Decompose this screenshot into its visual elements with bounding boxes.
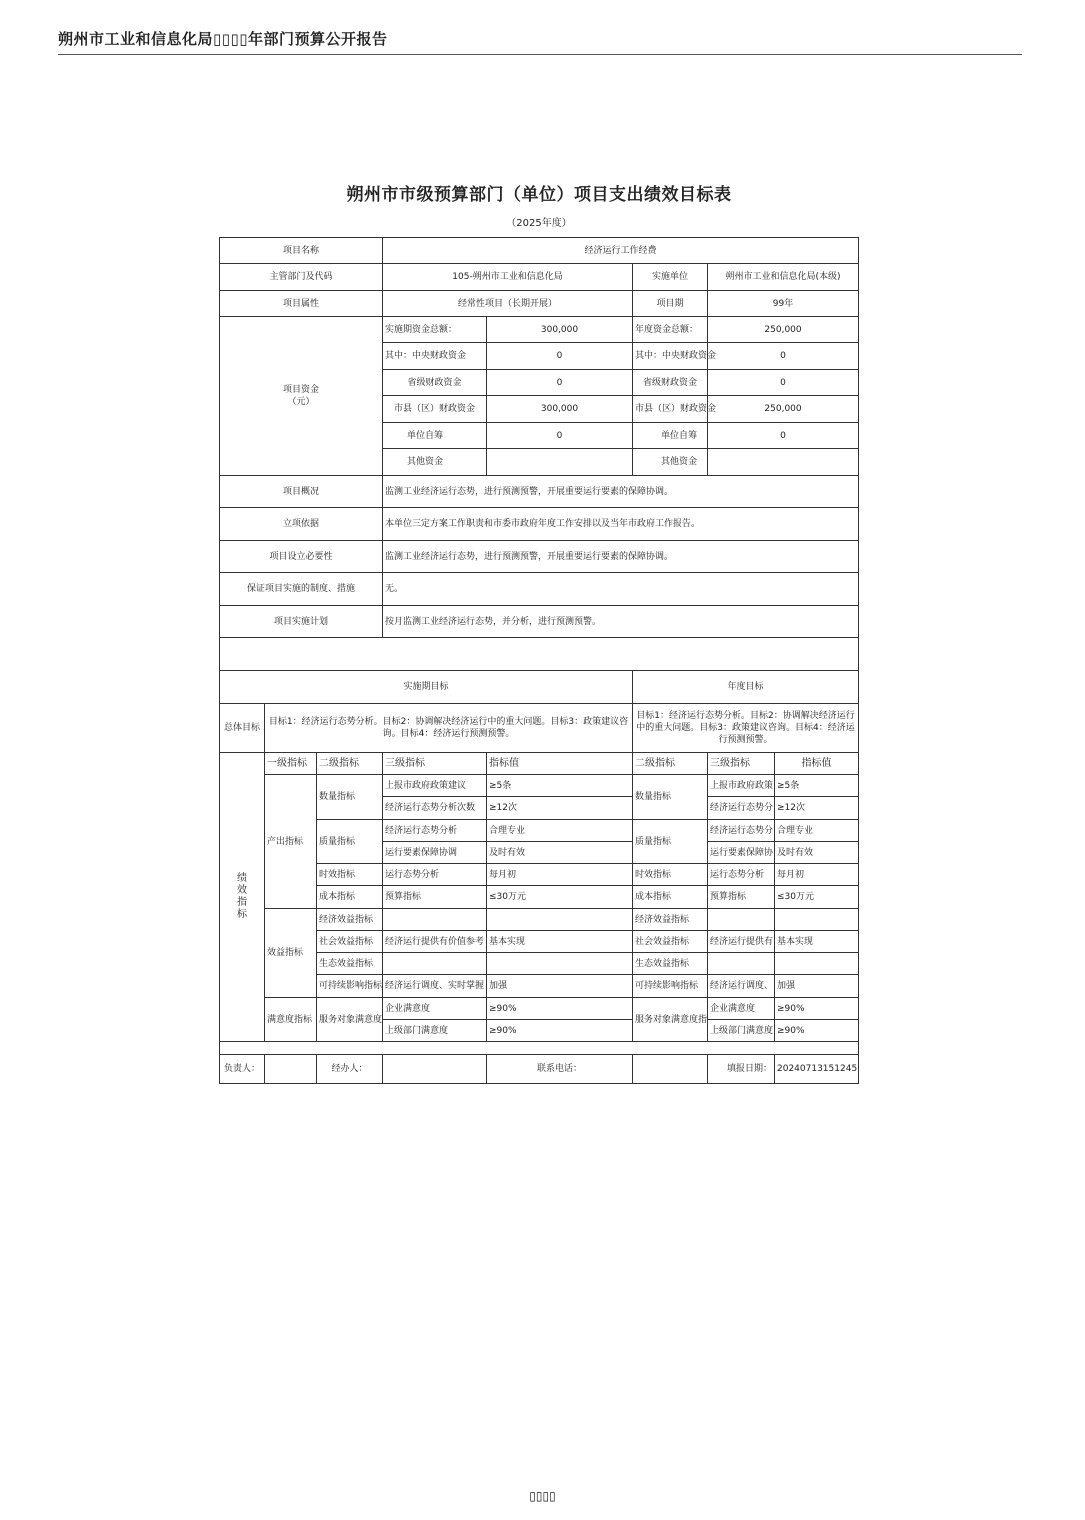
table-cell — [708, 909, 775, 931]
table-cell — [487, 909, 633, 931]
table-cell: ≥90% — [775, 1020, 859, 1042]
responsible-value — [265, 1055, 317, 1084]
table-cell: 经济运行态势分 — [708, 797, 775, 820]
plan-label: 项目实施计划 — [220, 606, 383, 638]
output-indicators-label: 产出指标 — [265, 775, 317, 909]
funds-province-label: 省级财政资金 — [383, 370, 487, 396]
project-name-label: 项目名称 — [220, 238, 383, 264]
table-cell — [487, 953, 633, 975]
spacer-row — [220, 1042, 859, 1055]
page-header-title: 朔州市工业和信息化局▯▯▯▯年部门预算公开报告 — [58, 30, 388, 48]
funds-other-value — [487, 449, 633, 476]
table-cell: 基本实现 — [487, 931, 633, 953]
funds-annual-other-label: 其他资金 — [633, 449, 708, 476]
table-cell: 预算指标 — [708, 886, 775, 909]
col-annual-l3-header: 三级指标 — [708, 753, 775, 775]
impl-goal-header: 实施期目标 — [220, 671, 633, 704]
funds-total-value: 300,000 — [487, 317, 633, 343]
annual-quantity-label: 数量指标 — [633, 775, 708, 820]
funds-self-value: 0 — [487, 423, 633, 449]
table-cell: ≥12次 — [775, 797, 859, 820]
basis-label: 立项依据 — [220, 508, 383, 541]
project-period-value: 99年 — [708, 291, 859, 317]
col-value-header: 指标值 — [487, 753, 633, 775]
annual-sustain-label: 可持续影响指标 — [633, 975, 708, 998]
social-benefit-label: 社会效益指标 — [317, 931, 383, 953]
date-label: 填报日期： — [708, 1055, 775, 1084]
table-cell: 合理专业 — [487, 820, 633, 842]
table-cell — [775, 953, 859, 975]
table-cell: ≤30万元 — [487, 886, 633, 909]
benefit-indicators-label: 效益指标 — [265, 909, 317, 998]
funds-self-label: 单位自筹 — [383, 423, 487, 449]
table-cell: 预算指标 — [383, 886, 487, 909]
table-cell: 经济运行调度、 — [708, 975, 775, 998]
table-cell: 基本实现 — [775, 931, 859, 953]
col-annual-l2-header: 二级指标 — [633, 753, 708, 775]
table-cell: 企业满意度 — [383, 998, 487, 1020]
document-title: 朔州市市级预算部门（单位）项目支出绩效目标表 — [346, 185, 732, 205]
eco-benefit-label: 生态效益指标 — [317, 953, 383, 975]
overview-value: 监测工业经济运行态势，进行预测预警，开展重要运行要素的保障协调。 — [383, 476, 859, 508]
measures-value: 无。 — [383, 573, 859, 606]
impl-goal-text: 目标1：经济运行态势分析。目标2：协调解决经济运行中的重大问题。目标3：政策建议咨询。目标4：经济运行预测预警。 — [265, 704, 633, 753]
table-cell: 每月初 — [487, 864, 633, 886]
table-cell — [708, 953, 775, 975]
project-attr-label: 项目属性 — [220, 291, 383, 317]
table-cell: 运行态势分析 — [708, 864, 775, 886]
annual-quality-label: 质量指标 — [633, 820, 708, 864]
table-cell: 经济运行态势分 — [708, 820, 775, 842]
operator-label: 经办人： — [317, 1055, 383, 1084]
funds-other-label: 其他资金 — [383, 449, 487, 476]
measures-label: 保证项目实施的制度、措施 — [220, 573, 383, 606]
funds-annual-province-label: 省级财政资金 — [633, 370, 708, 396]
table-cell: 上级部门满意度 — [383, 1020, 487, 1042]
cost-label: 成本指标 — [317, 886, 383, 909]
operator-value — [383, 1055, 487, 1084]
table-cell: ≥5条 — [487, 775, 633, 797]
funds-annual-province-value: 0 — [708, 370, 859, 396]
page-header — [58, 28, 1022, 55]
table-cell: 上级部门满意度 — [708, 1020, 775, 1042]
service-satisfaction-label: 服务对象满意度 — [317, 998, 383, 1042]
necessity-value: 监测工业经济运行态势，进行预测预警，开展重要运行要素的保障协调。 — [383, 541, 859, 573]
project-name-value: 经济运行工作经费 — [383, 238, 859, 264]
table-cell: ≥90% — [487, 998, 633, 1020]
annual-timeliness-label: 时效指标 — [633, 864, 708, 886]
table-cell: 运行要素保障协调 — [383, 842, 487, 864]
dept-value: 105-朔州市工业和信息化局 — [383, 264, 633, 291]
table-cell: 经济运行态势分析 — [383, 820, 487, 842]
table-cell: 企业满意度 — [708, 998, 775, 1020]
table-cell: 经济运行提供有价值参考 — [383, 931, 487, 953]
funds-city-label: 市县（区）财政资金 — [383, 396, 487, 423]
funds-city-value: 300,000 — [487, 396, 633, 423]
impl-unit-label: 实施单位 — [633, 264, 708, 291]
performance-target-table — [219, 237, 859, 1084]
necessity-label: 项目设立必要性 — [220, 541, 383, 573]
col-annual-value-header: 指标值 — [775, 753, 859, 775]
col-l1-header: 一级指标 — [265, 753, 317, 775]
page-number: ▯▯▯▯ — [529, 1489, 556, 1503]
blank-row — [220, 638, 859, 671]
responsible-label: 负责人： — [220, 1055, 265, 1084]
quality-label: 质量指标 — [317, 820, 383, 864]
table-cell — [775, 909, 859, 931]
basis-value: 本单位三定方案工作职责和市委市政府年度工作安排以及当年市政府工作报告。 — [383, 508, 859, 541]
econ-benefit-label: 经济效益指标 — [317, 909, 383, 931]
funds-central-value: 0 — [487, 343, 633, 370]
funds-province-value: 0 — [487, 370, 633, 396]
funds-annual-central-label: 其中：中央财政资金 — [633, 343, 708, 370]
project-period-label: 项目期 — [633, 291, 708, 317]
table-cell — [383, 953, 487, 975]
performance-indicators-label — [220, 753, 265, 1042]
table-cell: ≥90% — [487, 1020, 633, 1042]
perf-label-char-1: 绩 — [237, 873, 247, 884]
annual-social-benefit-label: 社会效益指标 — [633, 931, 708, 953]
funds-annual-central-value: 0 — [708, 343, 859, 370]
funds-annual-total-label: 年度资金总额： — [633, 317, 708, 343]
funds-annual-city-value: 250,000 — [708, 396, 859, 423]
table-cell: 经济运行调度、实时掌握 — [383, 975, 487, 998]
funds-label-line1: 项目资金 — [282, 385, 319, 395]
table-cell: 运行态势分析 — [383, 864, 487, 886]
funds-total-label: 实施期资金总额： — [383, 317, 487, 343]
funds-annual-city-label: 市县（区）财政资金 — [633, 396, 708, 423]
sustain-label: 可持续影响指标 — [317, 975, 383, 998]
perf-label-char-3: 指 — [237, 897, 247, 908]
annual-econ-benefit-label: 经济效益指标 — [633, 909, 708, 931]
funds-annual-self-label: 单位自筹 — [633, 423, 708, 449]
annual-service-satisfaction-label: 服务对象满意度指 — [633, 998, 708, 1042]
annual-goal-text: 目标1：经济运行态势分析。目标2：协调解决经济运行中的重大问题。目标3：政策建议咨询。目标4：经济运行预测预警。 — [633, 704, 859, 753]
table-cell: 及时有效 — [775, 842, 859, 864]
funds-central-label: 其中：中央财政资金 — [383, 343, 487, 370]
col-l2-header: 二级指标 — [317, 753, 383, 775]
table-cell: 上报市政府政策建议 — [383, 775, 487, 797]
overview-label: 项目概况 — [220, 476, 383, 508]
overall-goal-label: 总体目标 — [220, 704, 265, 753]
quantity-label: 数量指标 — [317, 775, 383, 820]
table-cell: 及时有效 — [487, 842, 633, 864]
table-cell: 合理专业 — [775, 820, 859, 842]
table-cell: 经济运行态势分析次数 — [383, 797, 487, 820]
phone-label: 联系电话： — [487, 1055, 633, 1084]
table-cell: 加强 — [487, 975, 633, 998]
table-cell: 运行要素保障协 — [708, 842, 775, 864]
table-cell: 每月初 — [775, 864, 859, 886]
impl-unit-value: 朔州市工业和信息化局(本级) — [708, 264, 859, 291]
table-cell: 上报市政府政策 — [708, 775, 775, 797]
date-value: 20240713151245 — [775, 1055, 859, 1084]
funds-annual-self-value: 0 — [708, 423, 859, 449]
plan-value: 按月监测工业经济运行态势，并分析，进行预测预警。 — [383, 606, 859, 638]
perf-label-char-4: 标 — [237, 909, 247, 920]
phone-value — [633, 1055, 708, 1084]
perf-label-char-2: 效 — [237, 885, 247, 896]
funds-label-line2: （元） — [287, 397, 315, 407]
table-cell: ≥90% — [775, 998, 859, 1020]
table-cell: 经济运行提供有 — [708, 931, 775, 953]
table-cell: ≥5条 — [775, 775, 859, 797]
table-cell: ≥12次 — [487, 797, 633, 820]
funds-annual-total-value: 250,000 — [708, 317, 859, 343]
annual-goal-header: 年度目标 — [633, 671, 859, 704]
document-year: （2025年度） — [506, 218, 572, 229]
col-l3-header: 三级指标 — [383, 753, 487, 775]
funds-annual-other-value — [708, 449, 859, 476]
funds-label — [220, 317, 383, 476]
timeliness-label: 时效指标 — [317, 864, 383, 886]
annual-cost-label: 成本指标 — [633, 886, 708, 909]
satisfaction-indicators-label: 满意度指标 — [265, 998, 317, 1042]
table-cell: ≤30万元 — [775, 886, 859, 909]
table-cell: 加强 — [775, 975, 859, 998]
table-cell — [383, 909, 487, 931]
dept-label: 主管部门及代码 — [220, 264, 383, 291]
project-attr-value: 经常性项目（长期开展） — [383, 291, 633, 317]
annual-eco-benefit-label: 生态效益指标 — [633, 953, 708, 975]
